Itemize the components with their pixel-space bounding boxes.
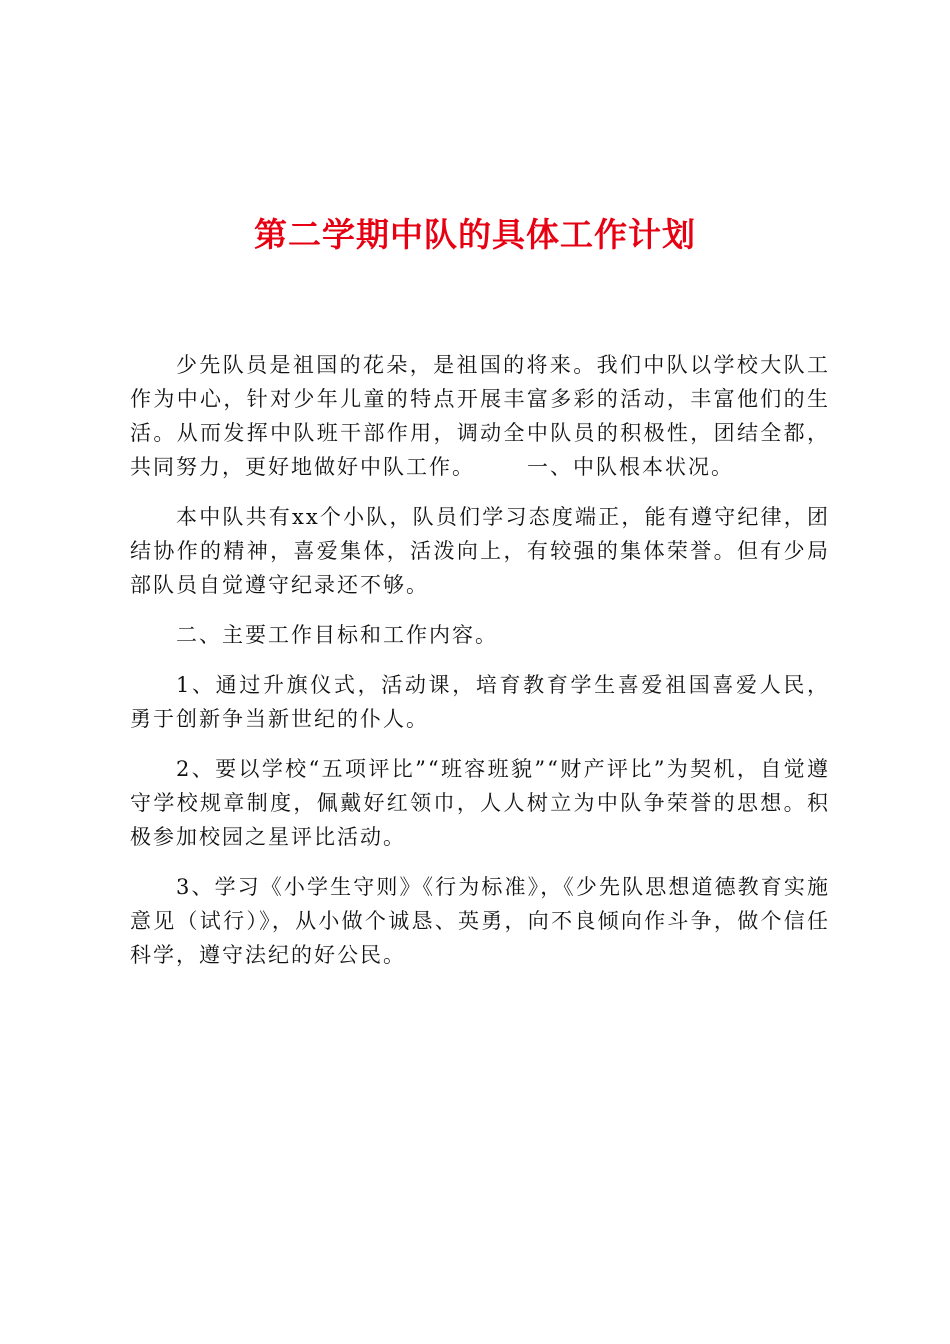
list-item-3: 3、学习《小学生守则》《行为标准》，《少先队思想道德教育实施意见（试行）》，从小做个诚恳、英勇，向不良倾向作斗争，做个信任科学，遵守法纪的好公民。	[130, 875, 830, 967]
list-item-2: 2、要以学校“五项评比”“班容班貌”“财产评比”为契机，自觉遵守学校规章制度，佩戴好红领巾，人人树立为中队争荣誉的思想。积极参加校园之星评比活动。	[130, 757, 830, 849]
paragraph-squad-status: 本中队共有xx个小队，队员们学习态度端正，能有遵守纪律，团结协作的精神，喜爱集体，活泼向上，有较强的集体荣誉。但有少局部队员自觉遵守纪录还不够。	[130, 505, 830, 597]
paragraph-intro: 少先队员是祖国的花朵，是祖国的将来。我们中队以学校大队工作为中心，针对少年儿童的特点开展丰富多彩的活动，丰富他们的生活。从而发挥中队班干部作用，调动全中队员的积极性，团结全都，共同努力，更好地做好中队工作。 一、中队根本状况。	[130, 353, 830, 479]
list-item-1: 1、通过升旗仪式，活动课，培育教育学生喜爱祖国喜爱人民，勇于创新争当新世纪的仆人。	[130, 673, 830, 731]
document-title: 第二学期中队的具体工作计划	[254, 215, 696, 254]
section-heading-goals: 二、主要工作目标和工作内容。	[176, 623, 498, 647]
document-body	[130, 348, 830, 988]
